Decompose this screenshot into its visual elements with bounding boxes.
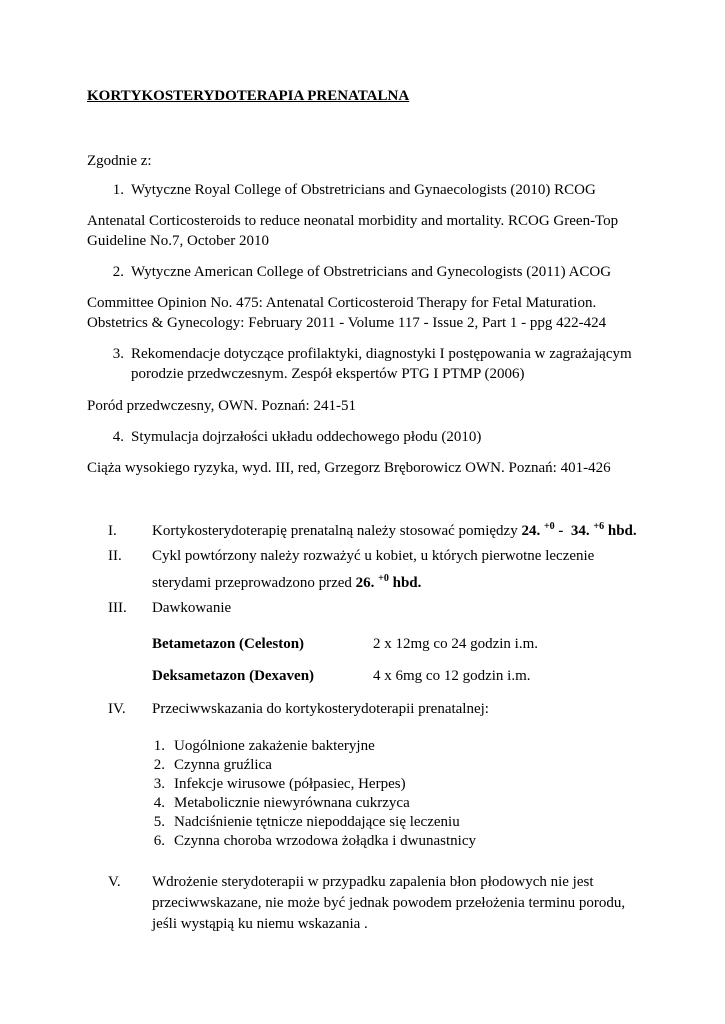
reference-number: 4. bbox=[112, 429, 124, 445]
section-i-text bbox=[152, 521, 637, 541]
section-v-line: jeśli wystąpią ku niemu wskazania . bbox=[152, 916, 368, 932]
day-threshold: +0 bbox=[378, 573, 389, 584]
reference-number: 1. bbox=[112, 182, 124, 198]
section-numeral: IV. bbox=[108, 701, 126, 717]
contraindication-number: 4. bbox=[153, 795, 165, 811]
reference-source: Ciąża wysokiego ryzyka, wyd. III, red, Grzegorz Bręborowicz OWN. Poznań: 401-426 bbox=[87, 460, 611, 476]
drug-name: Deksametazon (Dexaven) bbox=[152, 668, 315, 684]
reference-source: Guideline No.7, October 2010 bbox=[87, 233, 270, 249]
reference-title: Stymulacja dojrzałości układu oddechowego płodu (2010) bbox=[131, 429, 482, 445]
week-end: 34. bbox=[570, 523, 590, 539]
section-numeral: V. bbox=[108, 874, 121, 890]
section-ii-line: Cykl powtórzony należy rozważyć u kobiet, u których pierwotne leczenie bbox=[152, 548, 595, 564]
section-i-body: Kortykosterydoterapię prenatalną należy stosować pomiędzy bbox=[152, 523, 522, 539]
contraindication-number: 6. bbox=[153, 833, 165, 849]
week-start: 24. bbox=[521, 523, 541, 539]
reference-title: porodzie przedwczesnym. Zespół ekspertów PTG I PTMP (2006) bbox=[131, 366, 525, 382]
contraindication-number: 1. bbox=[153, 738, 165, 754]
contraindication-number: 2. bbox=[153, 757, 165, 773]
reference-title: Wytyczne Royal College of Obstretricians and Gynaecologists (2010) RCOG bbox=[131, 182, 596, 198]
range-dash: - bbox=[554, 523, 571, 539]
section-v-line: Wdrożenie sterydoterapii w przypadku zapalenia błon płodowych nie jest bbox=[152, 874, 594, 890]
reference-title: Rekomendacje dotyczące profilaktyki, diagnostyki I postępowania w zagrażającym bbox=[131, 346, 632, 362]
page-title: KORTYKOSTERYDOTERAPIA PRENATALNA bbox=[87, 88, 410, 104]
reference-source: Poród przedwczesny, OWN. Poznań: 241-51 bbox=[87, 398, 356, 414]
unit-hbd: hbd. bbox=[604, 523, 637, 539]
reference-title: Wytyczne American College of Obstretricians and Gynecologists (2011) ACOG bbox=[131, 264, 612, 280]
section-ii-line bbox=[152, 573, 421, 593]
reference-number: 2. bbox=[112, 264, 124, 280]
section-numeral: III. bbox=[108, 600, 127, 616]
reference-source: Obstetrics & Gynecology: February 2011 - Volume 117 - Issue 2, Part 1 - ppg 422-424 bbox=[87, 315, 607, 331]
reference-number: 3. bbox=[112, 346, 124, 362]
week-threshold: 26. bbox=[355, 575, 375, 591]
unit-hbd: hbd. bbox=[388, 575, 422, 591]
section-numeral: I. bbox=[108, 523, 117, 539]
contraindication-number: 5. bbox=[153, 814, 165, 830]
contraindication-text: Czynna gruźlica bbox=[174, 757, 272, 773]
section-numeral: II. bbox=[108, 548, 122, 564]
section-v-line: przeciwwskazane, nie może być jednak powodem przełożenia terminu porodu, bbox=[152, 895, 626, 911]
contraindication-text: Metabolicznie niewyrównana cukrzyca bbox=[174, 795, 410, 811]
day-end: +6 bbox=[593, 521, 605, 532]
contraindication-text: Uogólnione zakażenie bakteryjne bbox=[174, 738, 375, 754]
section-ii-body: sterydami przeprowadzono przed bbox=[152, 575, 356, 591]
reference-source: Committee Opinion No. 475: Antenatal Corticosteroid Therapy for Fetal Maturation. bbox=[87, 295, 597, 311]
section-iii-heading: Dawkowanie bbox=[152, 600, 232, 616]
drug-dose: 2 x 12mg co 24 godzin i.m. bbox=[373, 636, 538, 652]
contraindication-number: 3. bbox=[153, 776, 165, 792]
contraindication-text: Czynna choroba wrzodowa żołądka i dwunastnicy bbox=[174, 833, 476, 849]
section-iv-heading: Przeciwwskazania do kortykosterydoterapii prenatalnej: bbox=[152, 701, 489, 717]
according-to-label: Zgodnie z: bbox=[87, 153, 152, 169]
drug-name: Betametazon (Celeston) bbox=[152, 636, 305, 652]
reference-source: Antenatal Corticosteroids to reduce neonatal morbidity and mortality. RCOG Green-Top bbox=[87, 213, 619, 229]
contraindication-text: Infekcje wirusowe (półpasiec, Herpes) bbox=[174, 776, 406, 792]
drug-dose: 4 x 6mg co 12 godzin i.m. bbox=[373, 668, 531, 684]
contraindication-text: Nadciśnienie tętnicze niepoddające się leczeniu bbox=[174, 814, 460, 830]
day-start: +0 bbox=[543, 521, 555, 532]
